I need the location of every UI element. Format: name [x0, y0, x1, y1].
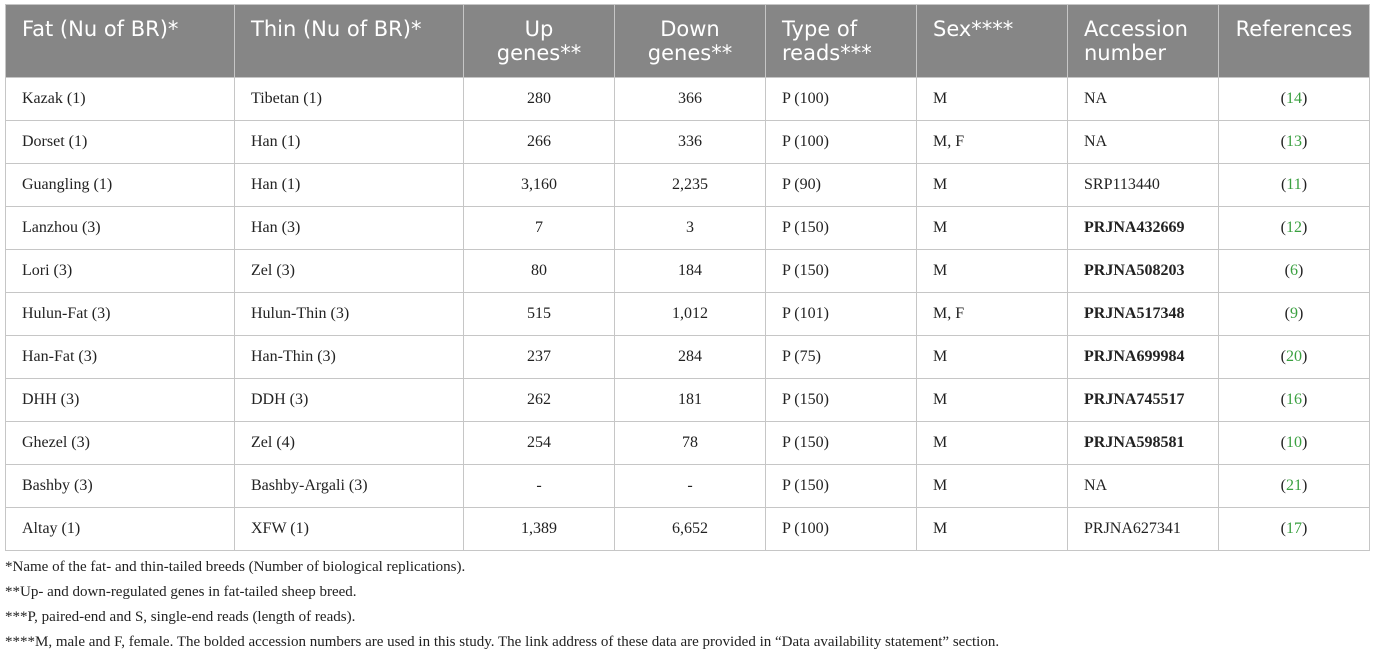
column-header-text: Sex**** [933, 17, 1014, 41]
footnote: ****M, male and F, female. The bolded accession numbers are used in this study. The link address of these data are provided in “Data availability statement” section. [5, 634, 1000, 650]
accession-cell: PRJNA517348 [1068, 293, 1219, 336]
column-header-text: References [1235, 17, 1353, 41]
fat-breed-cell: Han-Fat (3) [6, 336, 235, 379]
reference-link[interactable]: 9 [1290, 305, 1298, 322]
table-row [6, 78, 1370, 121]
column-header-text: Accession [1084, 17, 1188, 41]
thin-breed-cell: Bashby-Argali (3) [235, 465, 464, 508]
table-row [6, 465, 1370, 508]
reference-cell: (9) [1219, 293, 1370, 336]
column-header [464, 5, 615, 78]
up-genes-cell: 515 [464, 293, 615, 336]
reference-link[interactable]: 16 [1286, 391, 1302, 408]
accession-cell: PRJNA432669 [1068, 207, 1219, 250]
fat-breed-cell: DHH (3) [6, 379, 235, 422]
reference-link[interactable]: 12 [1286, 219, 1302, 236]
table-row [6, 422, 1370, 465]
thin-breed-cell: Han (3) [235, 207, 464, 250]
down-genes-cell: - [615, 465, 766, 508]
reference-cell: (17) [1219, 508, 1370, 551]
fat-breed-cell: Lanzhou (3) [6, 207, 235, 250]
up-genes-cell: 237 [464, 336, 615, 379]
sex-cell: M [917, 508, 1068, 551]
down-genes-cell: 1,012 [615, 293, 766, 336]
down-genes-cell: 3 [615, 207, 766, 250]
down-genes-cell: 366 [615, 78, 766, 121]
down-genes-cell: 284 [615, 336, 766, 379]
sex-cell: M [917, 379, 1068, 422]
up-genes-cell: 1,389 [464, 508, 615, 551]
thin-breed-cell: Han (1) [235, 121, 464, 164]
reads-type-cell: P (150) [766, 465, 917, 508]
accession-cell: NA [1068, 121, 1219, 164]
reference-cell: (21) [1219, 465, 1370, 508]
data-table [5, 4, 1370, 551]
fat-breed-cell: Lori (3) [6, 250, 235, 293]
sex-cell: M, F [917, 293, 1068, 336]
up-genes-cell: 7 [464, 207, 615, 250]
up-genes-cell: 262 [464, 379, 615, 422]
table-header-row [6, 5, 1370, 78]
up-genes-cell: 266 [464, 121, 615, 164]
reference-cell: (11) [1219, 164, 1370, 207]
thin-breed-cell: DDH (3) [235, 379, 464, 422]
reference-cell: (14) [1219, 78, 1370, 121]
reads-type-cell: P (75) [766, 336, 917, 379]
thin-breed-cell: Han-Thin (3) [235, 336, 464, 379]
accession-cell: PRJNA699984 [1068, 336, 1219, 379]
reads-type-cell: P (101) [766, 293, 917, 336]
accession-cell: PRJNA745517 [1068, 379, 1219, 422]
table-row [6, 250, 1370, 293]
fat-breed-cell: Bashby (3) [6, 465, 235, 508]
footnote: ***P, paired-end and S, single-end reads (length of reads). [5, 609, 356, 625]
up-genes-cell: 3,160 [464, 164, 615, 207]
table-row [6, 164, 1370, 207]
thin-breed-cell: XFW (1) [235, 508, 464, 551]
column-header-text: genes** [647, 41, 733, 65]
fat-breed-cell: Hulun-Fat (3) [6, 293, 235, 336]
thin-breed-cell: Zel (4) [235, 422, 464, 465]
table-row [6, 508, 1370, 551]
footnote: *Name of the fat- and thin-tailed breeds (Number of biological replications). [5, 559, 466, 575]
column-header-text: reads*** [782, 41, 872, 65]
reads-type-cell: P (100) [766, 508, 917, 551]
up-genes-cell: - [464, 465, 615, 508]
column-header-text: Down [660, 17, 720, 41]
table-row [6, 121, 1370, 164]
column-header-text: Type of [782, 17, 858, 41]
up-genes-cell: 80 [464, 250, 615, 293]
sex-cell: M [917, 336, 1068, 379]
column-header [6, 5, 235, 78]
column-header [615, 5, 766, 78]
reference-cell: (6) [1219, 250, 1370, 293]
column-header-text: Up [524, 17, 554, 41]
reads-type-cell: P (90) [766, 164, 917, 207]
down-genes-cell: 184 [615, 250, 766, 293]
thin-breed-cell: Han (1) [235, 164, 464, 207]
reference-link[interactable]: 20 [1286, 348, 1302, 365]
sex-cell: M [917, 207, 1068, 250]
column-header [235, 5, 464, 78]
accession-cell: SRP113440 [1068, 164, 1219, 207]
sex-cell: M [917, 422, 1068, 465]
accession-cell: PRJNA508203 [1068, 250, 1219, 293]
reads-type-cell: P (150) [766, 207, 917, 250]
reference-cell: (10) [1219, 422, 1370, 465]
accession-cell: NA [1068, 465, 1219, 508]
sex-cell: M [917, 465, 1068, 508]
down-genes-cell: 6,652 [615, 508, 766, 551]
table-row [6, 336, 1370, 379]
down-genes-cell: 336 [615, 121, 766, 164]
reference-link[interactable]: 17 [1286, 520, 1302, 537]
table-row [6, 293, 1370, 336]
reads-type-cell: P (100) [766, 78, 917, 121]
column-header-text: genes** [496, 41, 582, 65]
reference-link[interactable]: 14 [1286, 90, 1302, 107]
column-header [1219, 5, 1370, 78]
reference-link[interactable]: 11 [1286, 176, 1302, 193]
footnote: **Up- and down-regulated genes in fat-tailed sheep breed. [5, 584, 357, 600]
fat-breed-cell: Kazak (1) [6, 78, 235, 121]
thin-breed-cell: Zel (3) [235, 250, 464, 293]
up-genes-cell: 280 [464, 78, 615, 121]
thin-breed-cell: Tibetan (1) [235, 78, 464, 121]
reference-link[interactable]: 10 [1286, 434, 1302, 451]
reads-type-cell: P (150) [766, 422, 917, 465]
down-genes-cell: 2,235 [615, 164, 766, 207]
reference-cell: (16) [1219, 379, 1370, 422]
accession-cell: PRJNA598581 [1068, 422, 1219, 465]
column-header-text: Fat (Nu of BR)* [22, 17, 179, 41]
sex-cell: M [917, 250, 1068, 293]
footnotes [5, 555, 999, 655]
table-row [6, 379, 1370, 422]
reference-cell: (20) [1219, 336, 1370, 379]
sex-cell: M [917, 164, 1068, 207]
fat-breed-cell: Ghezel (3) [6, 422, 235, 465]
reference-cell: (13) [1219, 121, 1370, 164]
column-header-text: number [1084, 41, 1166, 65]
fat-breed-cell: Dorset (1) [6, 121, 235, 164]
down-genes-cell: 181 [615, 379, 766, 422]
fat-breed-cell: Guangling (1) [6, 164, 235, 207]
thin-breed-cell: Hulun-Thin (3) [235, 293, 464, 336]
column-header [766, 5, 917, 78]
reference-cell: (12) [1219, 207, 1370, 250]
reads-type-cell: P (150) [766, 379, 917, 422]
accession-cell: PRJNA627341 [1068, 508, 1219, 551]
reads-type-cell: P (100) [766, 121, 917, 164]
table-row [6, 207, 1370, 250]
reference-link[interactable]: 6 [1290, 262, 1298, 279]
column-header [917, 5, 1068, 78]
reads-type-cell: P (150) [766, 250, 917, 293]
reference-link[interactable]: 13 [1286, 133, 1302, 150]
sex-cell: M [917, 78, 1068, 121]
column-header-text: Thin (Nu of BR)* [251, 17, 422, 41]
fat-breed-cell: Altay (1) [6, 508, 235, 551]
reference-link[interactable]: 21 [1286, 477, 1302, 494]
accession-cell: NA [1068, 78, 1219, 121]
down-genes-cell: 78 [615, 422, 766, 465]
up-genes-cell: 254 [464, 422, 615, 465]
sex-cell: M, F [917, 121, 1068, 164]
column-header [1068, 5, 1219, 78]
